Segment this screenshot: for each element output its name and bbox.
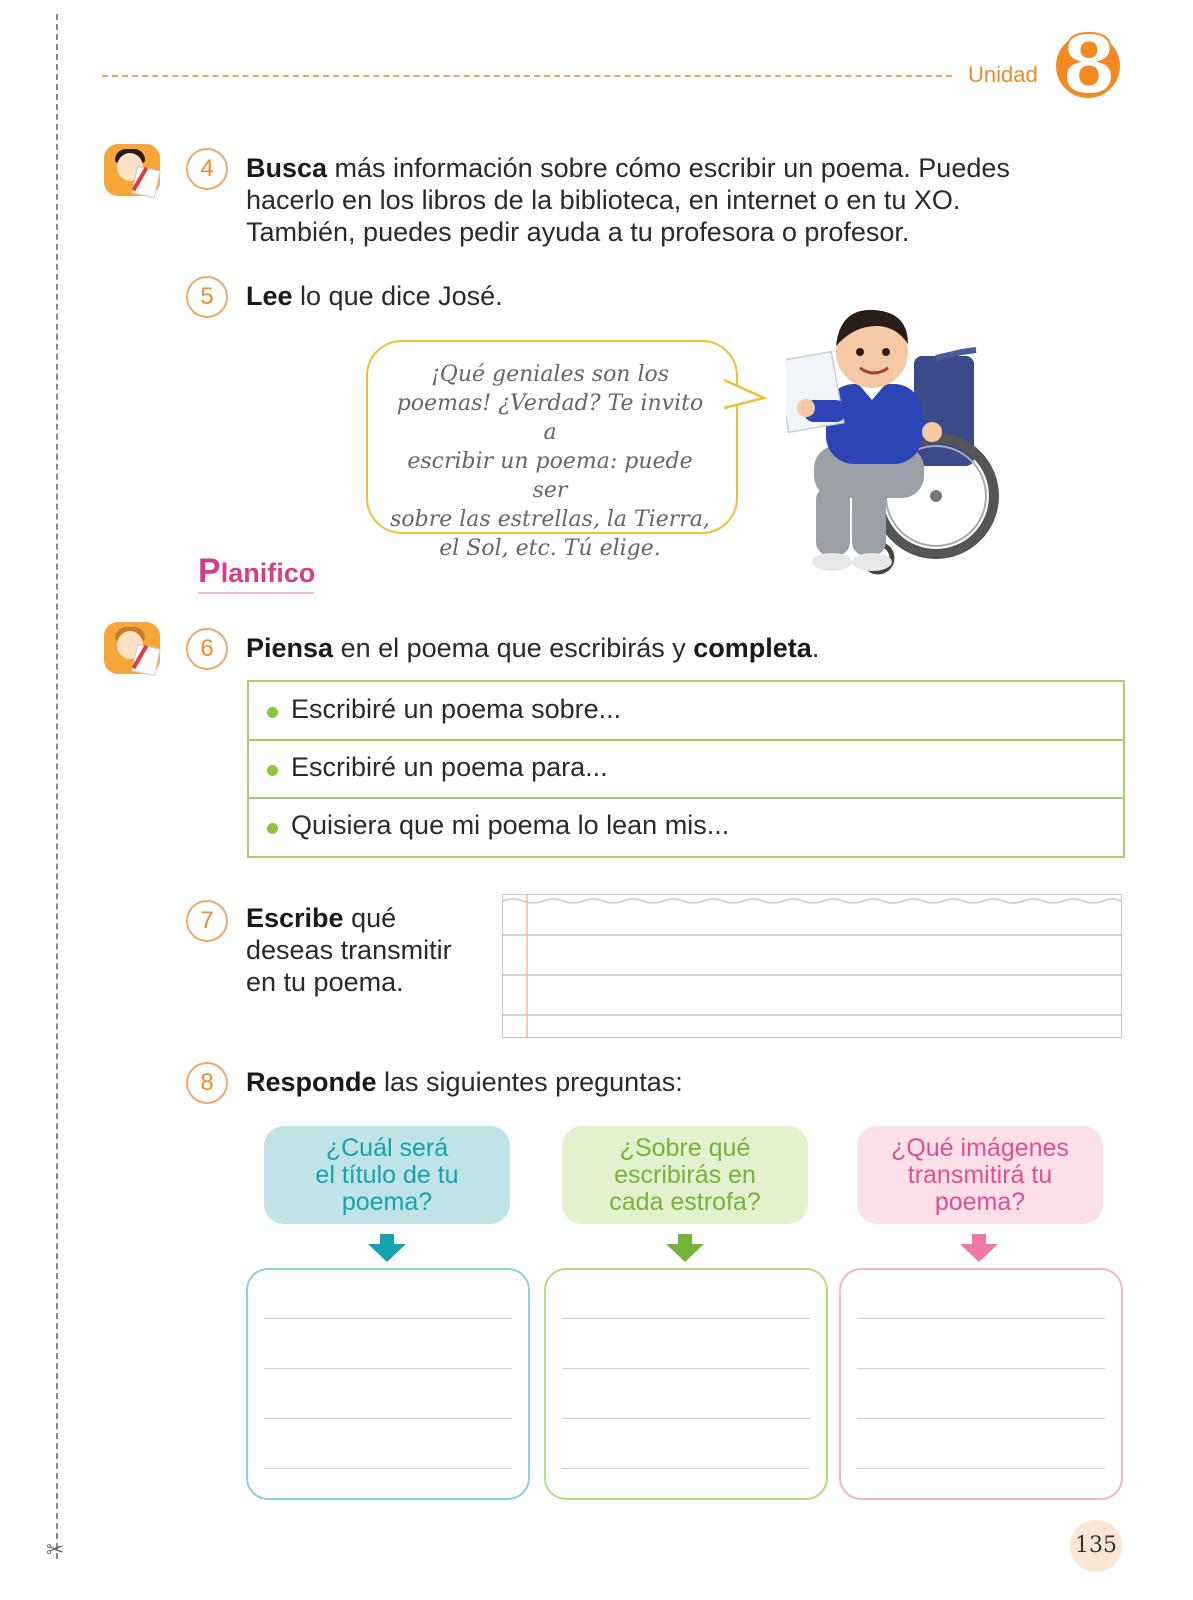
girl-writing-icon (104, 144, 160, 196)
section-title-underline (198, 592, 314, 594)
answer-box-title[interactable] (246, 1268, 530, 1500)
item7-verb: Escribe (246, 903, 344, 933)
unit-label: Unidad (968, 62, 1038, 87)
planning-row-readers[interactable]: Quisiera que mi poema lo lean mis... (249, 798, 1123, 856)
bullet-icon (267, 765, 278, 776)
item-number-8: 8 (186, 1062, 228, 1104)
item4-text: Busca más información sobre cómo escribir un poema. Puedes hacerlo en los libros de la biblioteca, en internet o en tu XO. También, puedes pedir ayuda a tu profesora o profesor. (246, 153, 1010, 247)
section-title-planifico: Planifico (198, 552, 316, 590)
item6-verb2: completa (693, 633, 812, 663)
question-box-stanza: ¿Sobre qué escribirás en cada estrofa? (562, 1126, 808, 1224)
item5-text: Lee lo que dice José. (246, 281, 503, 311)
item8-text: Responde las siguientes preguntas: (246, 1067, 683, 1097)
unit-number: 8 (1061, 19, 1117, 112)
cut-line (56, 14, 58, 1559)
item7-text: Escribe qué deseas transmitir en tu poema. (246, 903, 452, 997)
item-number-6: 6 (186, 628, 228, 670)
item8-verb: Responde (246, 1067, 377, 1097)
bullet-icon (267, 707, 278, 718)
planning-row-about[interactable]: Escribiré un poema sobre... (249, 682, 1123, 740)
answer-box-stanza[interactable] (544, 1268, 828, 1500)
item5-verb: Lee (246, 281, 293, 311)
planning-table (247, 680, 1125, 858)
item6-verb: Piensa (246, 633, 334, 663)
answer-box-images[interactable] (839, 1268, 1123, 1500)
speech-bubble-text: ¡Qué geniales son los poemas! ¿Verdad? Te invito a escribir un poema: puede ser sobre las estrellas, la Tierra, el Sol, etc. Tú elige. (390, 362, 710, 561)
item4-verb: Busca (246, 153, 328, 183)
item-number-7: 7 (186, 900, 228, 942)
scissors-icon: ✂ (46, 1538, 65, 1563)
writing-notepad[interactable] (502, 894, 1122, 1038)
header-dashed-line (102, 75, 952, 77)
arrow-down-icon (666, 1234, 704, 1262)
speech-bubble-tail (724, 378, 768, 414)
question-box-title: ¿Cuál será el título de tu poema? (264, 1126, 510, 1224)
boy-writing-icon (104, 622, 160, 674)
arrow-down-icon (960, 1234, 998, 1262)
planning-row-for[interactable]: Escribiré un poema para... (249, 740, 1123, 798)
item6-text: Piensa en el poema que escribirás y completa. (246, 633, 820, 663)
boy-in-wheelchair-illustration (786, 296, 1016, 596)
question-box-images: ¿Qué imágenes transmitirá tu poema? (857, 1126, 1103, 1224)
bullet-icon (267, 823, 278, 834)
page-number: 135 (1070, 1520, 1122, 1572)
arrow-down-icon (368, 1234, 406, 1262)
item-number-5: 5 (186, 276, 228, 318)
item-number-4: 4 (186, 148, 228, 190)
